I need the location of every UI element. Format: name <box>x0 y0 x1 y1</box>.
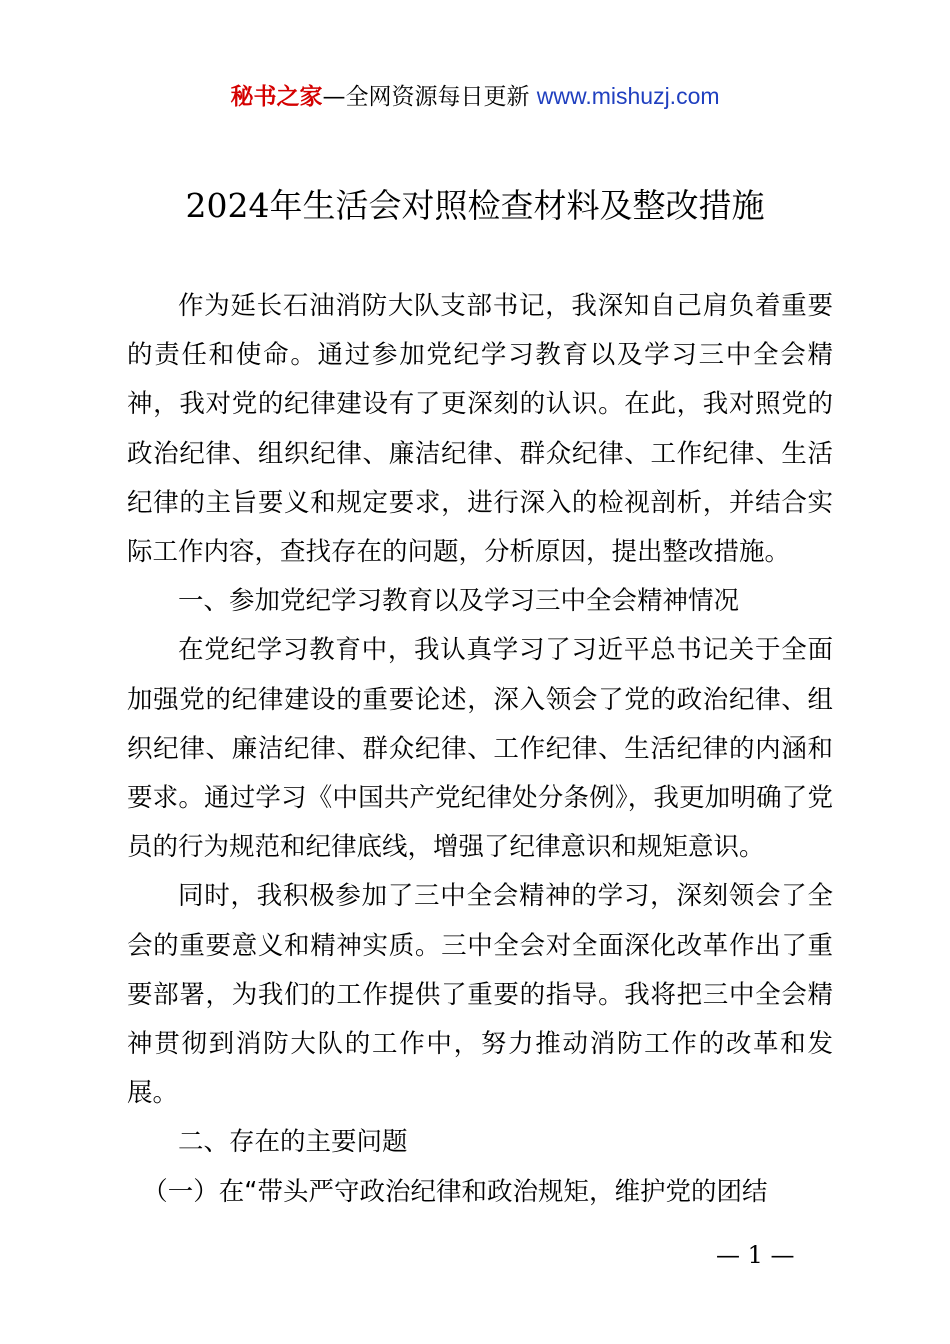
section-heading-2: 二、存在的主要问题 <box>178 1127 408 1158</box>
document-body <box>127 282 833 1217</box>
site-brand: 秘书之家 <box>230 84 323 110</box>
site-banner <box>0 80 950 113</box>
paragraph-study: 在党纪学习教育中，我认真学习了习近平总书记关于全面加强党的纪律建设的重要论述，深入领会了党的政治纪律、组织纪律、廉洁纪律、群众纪律、工作纪律、生活纪律的内涵和要求。通过学习《中国共产党纪律处分条例》，我更加明确了党员的行为规范和纪律底线，增强了纪律意识和规矩意识。 <box>127 635 833 863</box>
section-heading-1: 一、参加党纪学习教育以及学习三中全会精神情况 <box>178 586 740 617</box>
paragraph-plenum: 同时，我积极参加了三中全会精神的学习，深刻领会了全会的重要意义和精神实质。三中全会对全面深化改革作出了重要部署，为我们的工作提供了重要的指导。我将把三中全会精神贯彻到消防大队的工作中，努力推动消防工作的改革和发展。 <box>127 881 833 1109</box>
paragraph-intro: 作为延长石油消防大队支部书记，我深知自己肩负着重要的责任和使命。通过参加党纪学习教育以及学习三中全会精神，我对党的纪律建设有了更深刻的认识。在此，我对照党的政治纪律、组织纪律、廉洁纪律、群众纪律、工作纪律、生活纪律的主旨要义和规定要求，进行深入的检视剖析，并结合实际工作内容，查找存在的问题，分析原因，提出整改措施。 <box>127 291 833 568</box>
document-title: 2024年生活会对照检查材料及整改措施 <box>185 186 765 225</box>
subsection-heading-1: （一）在“带头严守政治纪律和政治规矩，维护党的团结 <box>142 1176 768 1207</box>
site-url-link[interactable]: www.mishuzj.com <box>536 83 720 109</box>
site-tagline: —全网资源每日更新 <box>322 84 530 110</box>
page-number: — 1 — <box>716 1241 795 1269</box>
